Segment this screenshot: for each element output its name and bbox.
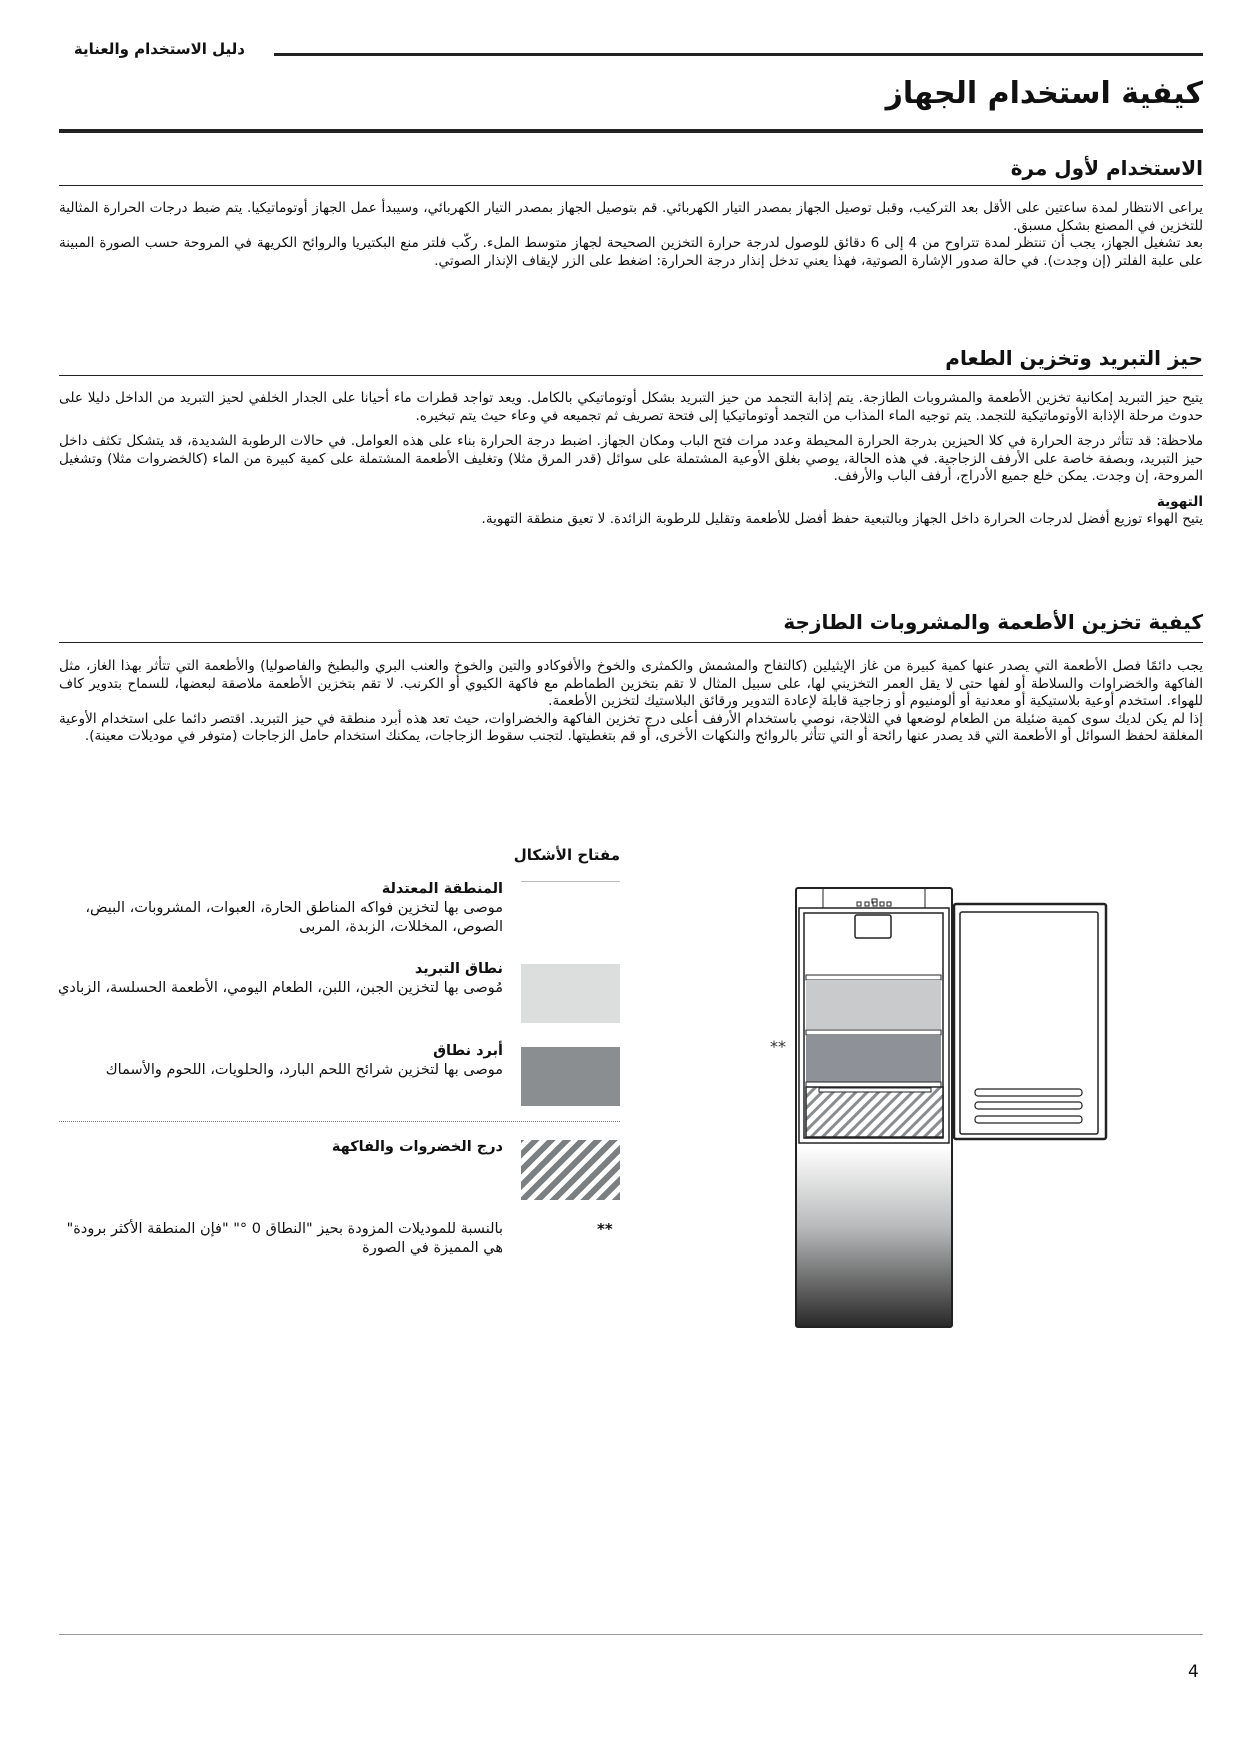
legend-item-text: مُوصى بها لتخزين الجبن، اللبن، الطعام اليومي، الأطعمة الحسلسة، الزبادي — [58, 980, 503, 996]
legend-item-text: موصى بها لتخزين فواكه المناطق الحارة، العبوات، المشروبات، البيض، الصوص، المخللات، الزبدة، المربى — [85, 900, 503, 935]
paragraph: إذا لم يكن لديك سوى كمية ضئيلة من الطعام لوضعها في الثلاجة، نوصي باستخدام الأرفف أعلى درج تخزين الفاكهة والخضراوات، حيث تعد هذه أبرد منطقة في حيز التبريد. اقتصر دائما على استخدام الأوعية المغلقة لحفظ السوائل أو الأطعمة التي قد يصدر عنها رائحة أو التي تتأثر بالروائح والنكهات الأخرى، أو قم بتغطيتها. لتجنب سقوط الزجاجات، يمكنك استخدام حامل الزجاجات (متوفر في موديلات معينة). — [59, 710, 1203, 744]
legend-title: مفتاح الأشكال — [513, 846, 620, 864]
page-number: 4 — [1188, 1662, 1199, 1682]
legend-item-title: درج الخضروات والفاكهة — [331, 1139, 503, 1155]
note-paragraph: ملاحظة: قد تتأثر درجة الحرارة في كلا الحيزين بدرجة الحرارة المحيطة وعدد مرات فتح الباب ومكان الجهاز. اضبط درجة الحرارة بناء على هذه العوامل. في حالات الرطوبة الشديدة، قد يتشكل تكثف داخل حيز التبريد، وبصفة خاصة على الأرفف الزجاجية. في هذه الحالة، يوصي بغلق الأوعية المشتملة على سوائل (قدر المرق مثلا) وتغليف الأطعمة المشتملة على كمية كبيرة من الماء (كالخضروات مثلا) وتشغيل المروحة، إن وجدت. يمكن خلع جميع الأدراج، أرفف الباب والأرفف. — [59, 433, 1203, 484]
section-heading-fresh-food: كيفية تخزين الأطعمة والمشروبات الطازجة — [783, 610, 1203, 634]
paragraph: يراعى الانتظار لمدة ساعتين على الأقل بعد التركيب، وقبل توصيل الجهاز بمصدر التيار الكهربائي. قم بتوصيل الجهاز بمصدر التيار الكهربائي، وسيبدأ عمل الجهاز أوتوماتيكيا. يتم ضبط درجات الحرارة المثالية للتخزين في المصنع بشكل مسبق. — [59, 200, 1203, 234]
paragraph: بعد تشغيل الجهاز، يجب أن تنتظر لمدة تتراوح من 4 إلى 6 دقائق للوصول لدرجة حرارة التخزين الصحيحة لجهاز متوسط الملء. ركّب فلتر منع البكتيريا والروائح الكريهة في المروحة حسب الصورة المبينة على علبة الفلتر (إن وجدت). في حالة صدور الإشارة الصوتية، فهذا يعني تدخل إنذار درجة الحرارة: اضغط على الزر لإيقاف الإنذار الصوتي. — [59, 235, 1203, 269]
page-title: كيفية استخدام الجهاز — [885, 76, 1203, 111]
paragraph: يجب دائمًا فصل الأطعمة التي يصدر عنها كمية كبيرة من غاز الإيثيلين (كالتفاح والمشمش والكمثرى والخوخ والأفوكادو والتين والخوخ والعنب البري والبطيخ والفاصوليا) والأطعمة التي تتأثر بهذا الغاز، مثل الفاكهة والخضراوات والسلاطة أو لفها حتى لا يقل العمر التخزيني لها، على سبيل المثال لا تقم بتخزين الطماطم مع فاكهة الكيوي أو الكرنب. لا تقم بتخزين الأطعمة ملاصقة لبعضها، للسماح بتدوير كاف للهواء. استخدم أوعية بلاستيكية أو معدنية أو ألومنيوم أو زجاجية قابلة لإعادة التدوير ورقائق البلاستيك لتخزين الأطعمة. — [59, 658, 1203, 709]
legend-item-title: المنطقة المعتدلة — [381, 881, 503, 897]
crisper-drawer — [806, 1087, 943, 1137]
section-heading-fridge-storage: حيز التبريد وتخزين الطعام — [945, 346, 1203, 370]
paragraph: يتيح حيز التبريد إمكانية تخزين الأطعمة والمشروبات الطازجة. يتم إذابة التجمد من حيز التبريد بشكل أوتوماتيكي بالكامل. ويعد تواجد قطرات ماء أحيانا على الجدار الخلفي لحيز التبريد من الداخل دليلا على حدوث مرحلة الإذابة الأوتوماتيكية للتجمد. يتم توجيه الماء المذاب من التجمد أوتوماتيكيا إلى فتحة تصريف ثم تجميعه في وعاء حيث يتم تبخيره. — [59, 390, 1203, 424]
legend-footnote: بالنسبة للموديلات المزودة بحيز "النطاق 0 °" "فإن المنطقة الأكثر برودة" هي المميزة في الصورة — [66, 1221, 503, 1256]
footer-rule — [59, 1634, 1203, 1635]
fridge-door — [954, 904, 1106, 1139]
coldest-zone — [806, 1035, 941, 1082]
footnote-mark: ** — [597, 1220, 613, 1238]
chill-zone — [806, 980, 941, 1029]
section-heading-first-use: الاستخدام لأول مرة — [1010, 156, 1203, 180]
paragraph: يتيح الهواء توزيع أفضل لدرجات الحرارة داخل الجهاز وبالتبعية حفظ أفضل للأطعمة وتقليل للرطوبة الزائدة. لا تعيق منطقة التهوية. — [481, 511, 1203, 527]
legend-item-text: موصى بها لتخزين شرائح اللحم البارد، والحلويات، اللحوم والأسماك — [105, 1062, 503, 1078]
legend-item-title: أبرد نطاق — [433, 1043, 503, 1059]
subheading-ventilation: التهوية — [1156, 493, 1203, 510]
legend-item-title: نطاق التبريد — [414, 961, 503, 977]
diagram-marker: ** — [770, 1037, 786, 1056]
freezer-door — [797, 1147, 951, 1326]
manual-title: دليل الاستخدام والعناية — [73, 40, 245, 58]
fridge-body — [796, 888, 952, 1327]
